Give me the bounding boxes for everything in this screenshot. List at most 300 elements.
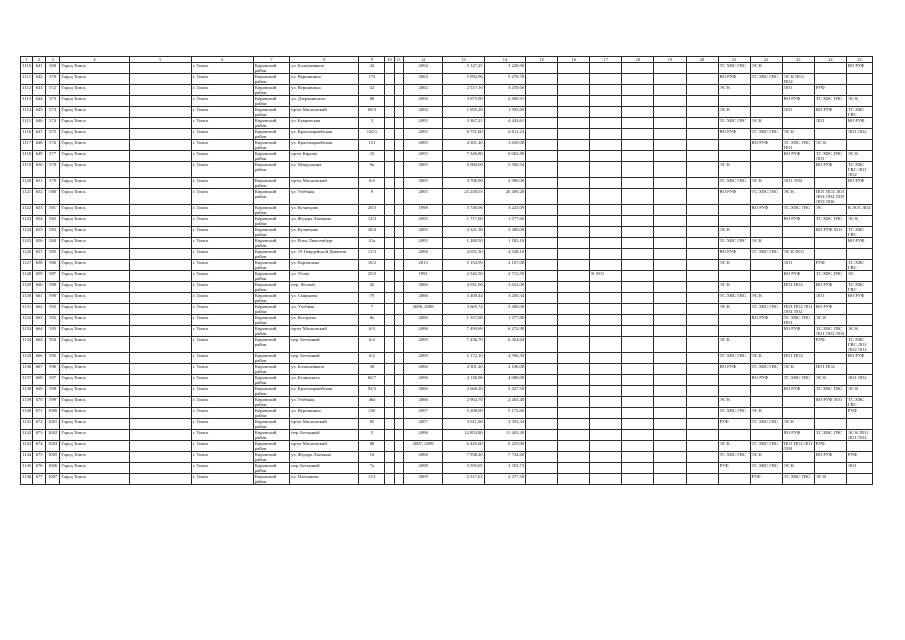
table-cell: ул. Вершинина [290,408,359,419]
table-cell [129,271,191,282]
table-cell: 2 715,50 [484,271,525,282]
register-table-body [21,57,873,485]
table-cell [526,271,558,282]
table-cell: ул. Красноармейская [290,386,359,397]
table-cell: ул. Учебная [290,397,359,408]
table-cell: ул. Красноармейская [290,140,359,151]
table-cell: Город Томск [60,430,129,441]
table-cell: ВО РУФ [782,326,814,337]
table-cell: 673 [33,430,45,441]
table-cell: ВО РУФ [750,315,782,326]
table-cell [686,474,718,485]
table-cell: ВО РУФ [750,375,782,386]
column-number: 2 [33,57,45,63]
table-cell [129,293,191,304]
table-cell: Кировский район [253,162,289,178]
table-cell [686,74,718,85]
table-cell: пр-кт Московский [290,441,359,452]
table-cell [686,129,718,140]
table-cell: Город Томск [60,227,129,238]
table-cell [686,364,718,375]
table-cell: Кировский район [253,364,289,375]
table-cell [750,260,782,271]
table-cell [622,74,654,85]
table-cell: 1123 [21,216,33,227]
table-cell [129,189,191,205]
table-cell: 660 [33,282,45,293]
table-cell: 1 183,10 [484,238,525,249]
table-cell [718,375,750,386]
column-number: 9 [359,57,385,63]
column-number: 5 [129,57,191,63]
table-cell [385,452,394,463]
table-cell: ул. Мокрушина [290,162,359,178]
table-cell [385,441,394,452]
table-cell: г. Томск [191,85,253,96]
table-cell [129,463,191,474]
table-cell: 1130 [21,293,33,304]
table-cell [590,326,622,337]
table-cell: 569 [45,63,59,74]
table-cell: 4 301,20 [443,140,484,151]
table-cell: 12 853,80 [443,430,484,441]
table-cell: Город Томск [60,326,129,337]
table-cell: 4 443,61 [484,118,525,129]
column-number: 4 [60,57,129,63]
table-cell [129,364,191,375]
table-cell: г. Томск [191,452,253,463]
table-cell: 578 [45,162,59,178]
table-cell: Кировский район [253,408,289,419]
table-cell: 2009 [403,353,442,364]
table-row [21,162,873,178]
table-cell: 2 427,50 [484,386,525,397]
table-cell: ТС ХВС ГВС [750,304,782,315]
table-cell [622,353,654,364]
table-cell: 1131 [21,304,33,315]
table-cell: 1141 [21,419,33,430]
table-cell [558,189,590,205]
table-cell [622,430,654,441]
table-cell: ТС ХВС ГВС [846,227,872,238]
table-cell [622,304,654,315]
table-cell: 7 [359,304,385,315]
table-cell: 92/3 [359,386,385,397]
table-cell: ВО РУФ [782,151,814,162]
table-cell: Кировский район [253,74,289,85]
column-number: 21 [718,57,750,63]
table-cell [526,452,558,463]
table-cell: 581 [45,205,59,216]
table-cell: 1113 [21,96,33,107]
table-cell: 4 106,00 [484,364,525,375]
table-cell [394,293,403,304]
table-cell: Город Томск [60,118,129,129]
table-cell: 45 [359,282,385,293]
table-cell [686,227,718,238]
table-cell: 2006 [403,375,442,386]
table-cell: Кировский район [253,353,289,364]
table-cell [394,271,403,282]
table-cell [718,96,750,107]
table-cell [654,85,686,96]
table-cell [622,178,654,189]
table-cell: 2 377,50 [484,474,525,485]
table-cell: ЭС К ПО1 ЛО1 ЛО2 [846,430,872,441]
table-cell [129,315,191,326]
table-cell: 3 367,21 [443,118,484,129]
table-cell: ул. Учебная [290,189,359,205]
table-cell: г. Томск [191,326,253,337]
table-cell: 2006 [403,364,442,375]
table-cell: 652 [33,189,45,205]
table-cell [686,189,718,205]
column-number: 18 [622,57,654,63]
table-cell: ПО1 ПО2 [814,364,846,375]
table-cell: 23 258,03 [443,189,484,205]
table-cell [622,63,654,74]
table-cell: ВО РУФ [814,282,846,293]
table-cell: 1007 [45,474,59,485]
table-cell [129,304,191,315]
table-cell [590,249,622,260]
table-cell [590,107,622,118]
table-cell: 33 [359,151,385,162]
table-cell [590,282,622,293]
table-cell [686,353,718,364]
table-cell: Город Томск [60,397,129,408]
table-cell: Кировский район [253,397,289,408]
table-cell: ВО РУФ [782,430,814,441]
table-cell [129,474,191,485]
table-cell: 1998 [403,205,442,216]
table-cell: 1002 [45,430,59,441]
table-cell: 2006 [403,430,442,441]
table-cell: Город Томск [60,96,129,107]
table-cell: Город Томск [60,386,129,397]
table-cell: Кировский район [253,282,289,293]
table-cell [750,162,782,178]
column-number: 11 [394,57,403,63]
table-cell: ЭС [846,271,872,282]
table-cell [622,238,654,249]
table-cell: 1000 [45,408,59,419]
table-cell: ВО РУФ [814,107,846,118]
table-cell: ТС ХВС ГВС [814,96,846,107]
table-cell [394,315,403,326]
table-cell [686,337,718,353]
table-cell [686,85,718,96]
table-cell: 2006 [403,249,442,260]
table-cell [654,364,686,375]
table-cell: ул. Кузнецова [290,227,359,238]
table-row [21,216,873,227]
table-cell [622,216,654,227]
table-cell [558,315,590,326]
table-cell: ВО РУФ [718,364,750,375]
table-cell: г. Томск [191,304,253,315]
table-cell: 1136 [21,364,33,375]
table-cell [558,282,590,293]
table-cell: 1125 [21,238,33,249]
table-row [21,282,873,293]
table-cell: 676 [33,463,45,474]
table-cell: г. Томск [191,227,253,238]
table-cell: 649 [33,151,45,162]
table-cell [394,326,403,337]
table-cell: ТС ХВС ГВС [846,260,872,271]
table-cell: ТС ХВС ГВС [750,129,782,140]
table-cell: 21а [359,238,385,249]
table-cell: ЭС К [814,375,846,386]
table-cell [654,293,686,304]
table-row [21,96,873,107]
table-cell [526,430,558,441]
table-cell: ТС ХВС ГВС [718,238,750,249]
table-cell: пр-кт Московский [290,419,359,430]
table-cell: 1119 [21,162,33,178]
table-cell [622,441,654,452]
table-cell [622,408,654,419]
table-cell [558,205,590,216]
table-cell [622,419,654,430]
table-cell: ТС ХВС ГВС [750,419,782,430]
table-cell [385,85,394,96]
table-row [21,178,873,189]
table-cell [782,408,814,419]
table-cell: 2 980,00 [484,178,525,189]
table-cell [526,205,558,216]
table-cell: 647 [33,129,45,140]
table-cell: г. Томск [191,282,253,293]
table-cell: ЭС К [718,441,750,452]
table-cell: Кировский район [253,118,289,129]
table-cell: ЭС К [718,227,750,238]
table-cell [686,293,718,304]
table-cell: 2005 [403,140,442,151]
table-cell [654,238,686,249]
table-cell [526,293,558,304]
table-cell [654,408,686,419]
table-cell: Город Томск [60,364,129,375]
table-cell: ЛО1 ЛО2 [846,129,872,140]
table-cell: 2 517,61 [443,474,484,485]
table-cell: ТС ХВС ГВС [750,364,782,375]
table-cell [385,129,394,140]
table-cell: К ЛО1 ЛО2 [846,205,872,216]
table-cell: 17б [359,74,385,85]
table-cell [590,162,622,178]
table-cell [394,118,403,129]
table-cell [654,397,686,408]
table-cell: г. Томск [191,293,253,304]
table-cell: 1139 [21,397,33,408]
table-cell [558,271,590,282]
table-cell [590,474,622,485]
table-cell: 2004 [403,63,442,74]
table-cell: Кировский район [253,386,289,397]
table-cell [622,96,654,107]
table-cell: ТС ХВС ГВС [718,452,750,463]
table-cell [385,74,394,85]
table-cell: ЛО1 [782,260,814,271]
table-cell [654,441,686,452]
table-cell: ЭС К [782,364,814,375]
table-cell: пер. Лесной [290,282,359,293]
table-cell: г. Томск [191,129,253,140]
table-cell [394,63,403,74]
table-cell: 4 501,20 [443,364,484,375]
table-cell [526,364,558,375]
table-cell [590,216,622,227]
column-number: 13 [443,57,484,63]
table-cell [782,238,814,249]
table-cell [558,216,590,227]
table-cell: ТС ХВС ГВС [846,282,872,293]
table-cell: 23б [359,408,385,419]
table-cell: РУФ [814,85,846,96]
table-cell: 570 [45,74,59,85]
table-cell: 60/7 [359,375,385,386]
table-cell [558,227,590,238]
table-row [21,249,873,260]
table-cell: 653 [33,205,45,216]
table-cell [590,353,622,364]
table-cell [654,151,686,162]
table-cell [686,271,718,282]
table-cell: г. Томск [191,107,253,118]
table-cell: 597 [45,375,59,386]
table-cell: 1006 [45,463,59,474]
table-cell [590,452,622,463]
table-cell: ЭС К [718,260,750,271]
table-cell: 674 [33,441,45,452]
table-cell [590,293,622,304]
table-cell: г. Томск [191,337,253,353]
table-cell [129,96,191,107]
table-cell: 655 [33,227,45,238]
column-number: 23 [782,57,814,63]
table-cell: г. Томск [191,189,253,205]
table-cell [654,189,686,205]
table-cell [558,419,590,430]
table-cell: 585 [45,249,59,260]
table-cell: Кировский район [253,304,289,315]
table-cell: Город Томск [60,474,129,485]
table-cell [129,63,191,74]
table-cell [526,408,558,419]
table-cell [385,282,394,293]
table-cell [129,408,191,419]
table-cell: ул. Вершинина [290,74,359,85]
table-cell: 20/4 [359,227,385,238]
table-cell: 4 596,50 [484,353,525,364]
table-cell: г. Томск [191,205,253,216]
table-cell: 1004 [45,441,59,452]
table-cell [590,337,622,353]
table-cell: 2009 [403,474,442,485]
table-cell [526,238,558,249]
table-cell: ул. Смирнова [290,293,359,304]
table-cell: ПО1 ПО2 ЛО1 ЛО4 ЛО2 ЛО5 ЛО3 ЛО6 [815,189,845,204]
table-cell [622,326,654,337]
table-cell [622,293,654,304]
table-cell: Кировский район [253,375,289,386]
table-cell: Город Томск [60,353,129,364]
table-cell: 592 [45,315,59,326]
table-cell [622,337,654,353]
table-cell [394,463,403,474]
table-cell: ТС ХВС ГВС [814,271,846,282]
table-cell: ЭС К [750,178,782,189]
table-cell [654,375,686,386]
table-cell [526,441,558,452]
table-cell [622,140,654,151]
register-table [20,56,873,485]
table-cell: 582 [45,216,59,227]
table-row [21,375,873,386]
table-cell: 9 [359,189,385,205]
table-row [21,441,873,452]
table-cell [654,216,686,227]
table-cell: ЭС К [750,408,782,419]
table-cell: г. Томск [191,419,253,430]
table-cell: ВО РУФ [814,304,846,315]
table-cell [385,107,394,118]
table-cell [590,63,622,74]
table-cell [394,178,403,189]
table-cell: 667 [33,364,45,375]
table-cell: ТС ХВС ГВС [750,189,782,205]
table-cell [686,178,718,189]
column-number: 12 [403,57,442,63]
table-row [21,129,873,140]
table-cell: 8а [359,315,385,326]
table-cell [129,397,191,408]
table-cell [526,85,558,96]
table-cell: 2006, 2008 [403,304,442,315]
table-cell [129,386,191,397]
table-cell: 42 [359,63,385,74]
table-cell: 2005 [403,238,442,249]
table-row [21,463,873,474]
table-cell [654,337,686,353]
table-cell: 3 652,00 [484,282,525,293]
table-row [21,260,873,271]
table-row [21,63,873,74]
table-cell: ЭС К [750,293,782,304]
table-cell: 1110 [21,63,33,74]
table-cell: ул. Карташова [290,260,359,271]
table-cell: г. Томск [191,474,253,485]
table-cell: 6 062,80 [484,151,525,162]
table-cell: г. Томск [191,375,253,386]
table-cell [394,129,403,140]
table-cell [394,205,403,216]
table-row [21,107,873,118]
table-cell: ТС ХВС ГВС ЛО1 ЛО2 ЛО3 [846,337,872,353]
table-cell: Город Томск [60,315,129,326]
table-cell [394,337,403,353]
table-cell: Город Томск [60,293,129,304]
table-cell: ТС ХВС ГВС [846,397,872,408]
table-cell: ТС ХВС ГВС [718,63,750,74]
table-cell: 1 717,60 [443,216,484,227]
table-cell: пер. Бетонный [290,337,359,353]
table-cell [385,260,394,271]
table-cell: ВО РУФ [782,386,814,397]
table-cell: ЭС К [750,353,782,364]
